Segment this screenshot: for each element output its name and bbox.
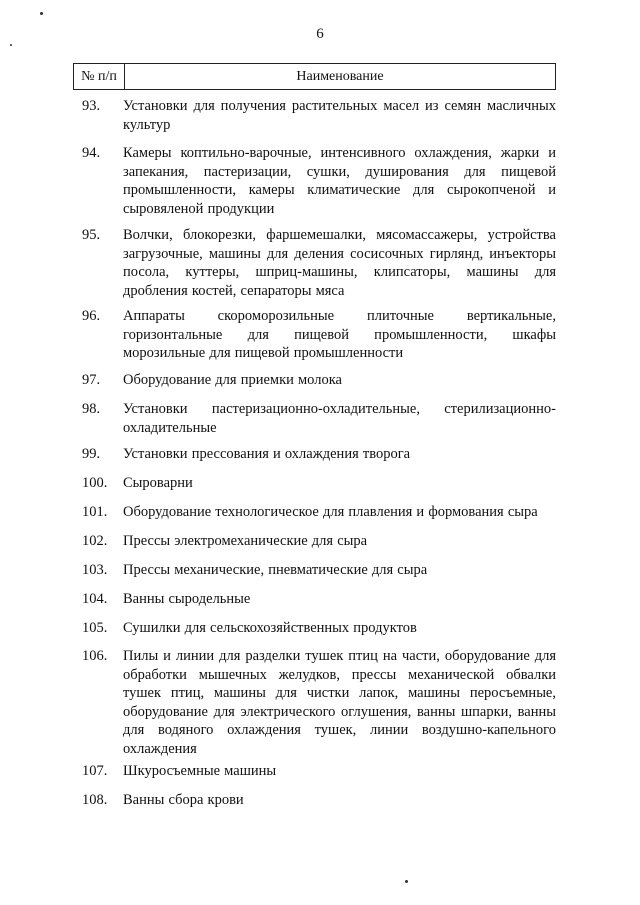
item-number: 107. (82, 763, 108, 779)
item-text: Установки для получения растительных масел из семян масличных культур (123, 98, 556, 133)
item-text: Аппараты скороморозильные плиточные вертикальные, горизонтальные для пищевой промышленности, шкафы морозильные для пищевой промышленности (123, 308, 556, 362)
item-number: 93. (82, 98, 101, 114)
item-number: 94. (82, 145, 101, 161)
item-text: Прессы электромеханические для сыра (123, 533, 368, 549)
scan-speck (405, 880, 408, 883)
list-item (70, 503, 556, 522)
list-item (70, 532, 556, 551)
item-number: 102. (82, 533, 108, 549)
list-item (70, 445, 556, 464)
item-number: 98. (82, 401, 101, 417)
item-number: 106. (82, 648, 108, 664)
column-header-number: № п/п (74, 64, 125, 89)
item-number: 100. (82, 475, 108, 491)
item-text: Пилы и линии для разделки тушек птиц на части, оборудование для обработки мышечных желудков, прессы механической обвалки тушек птиц, машины для чистки лапок, машины перосъемные, оборудование для электрического оглушения, ванны шпарки, ванны для водяного охлаждения тушек, линии воздушно-капельного охлаждения (123, 648, 556, 757)
table-header (73, 63, 556, 90)
list-item (70, 97, 556, 134)
item-text: Оборудование для приемки молока (123, 372, 342, 388)
scan-speck (40, 12, 43, 15)
scan-speck (10, 44, 12, 46)
item-text: Камеры коптильно-варочные, интенсивного охлаждения, жарки и запекания, пастеризации, сушки, душирования для пищевой промышленности, камеры климатические для сырокопченой и сыровяленой продукции (123, 145, 556, 217)
item-number: 108. (82, 792, 108, 808)
column-header-name: Наименование (296, 68, 384, 84)
list-item (70, 307, 556, 363)
list-item (70, 590, 556, 609)
item-number: 97. (82, 372, 101, 388)
item-text: Ванны сбора крови (123, 792, 244, 808)
item-text: Сушилки для сельскохозяйственных продуктов (123, 620, 417, 636)
item-text: Оборудование технологическое для плавления и формования сыра (123, 504, 538, 520)
list-item (70, 647, 556, 759)
list-item (70, 144, 556, 218)
item-number: 96. (82, 308, 101, 324)
item-number: 99. (82, 446, 101, 462)
list-item (70, 762, 556, 781)
list-item (70, 619, 556, 638)
list-item (70, 400, 556, 437)
item-text: Ванны сыродельные (123, 591, 251, 607)
list-item (70, 791, 556, 810)
item-number: 95. (82, 227, 101, 243)
item-text: Прессы механические, пневматические для сыра (123, 562, 428, 578)
list-item (70, 561, 556, 580)
item-text: Сыроварни (123, 475, 193, 491)
item-number: 101. (82, 504, 108, 520)
list-item (70, 226, 556, 300)
item-text: Установки пастеризационно-охладительные, стерилизационно-охладительные (123, 401, 556, 436)
item-text: Шкуросъемные машины (123, 763, 277, 779)
item-number: 104. (82, 591, 108, 607)
item-text: Установки прессования и охлаждения творога (123, 446, 411, 462)
item-text: Волчки, блокорезки, фаршемешалки, мясомассажеры, устройства загрузочные, машины для деления сосисочных гирлянд, инъекторы посола, куттеры, шприц-машины, клипсаторы, машины для дробления костей, сепараторы мяса (123, 227, 556, 299)
list-item (70, 371, 556, 390)
list-item (70, 474, 556, 493)
item-number: 103. (82, 562, 108, 578)
page-number: 6 (316, 26, 324, 42)
item-number: 105. (82, 620, 108, 636)
